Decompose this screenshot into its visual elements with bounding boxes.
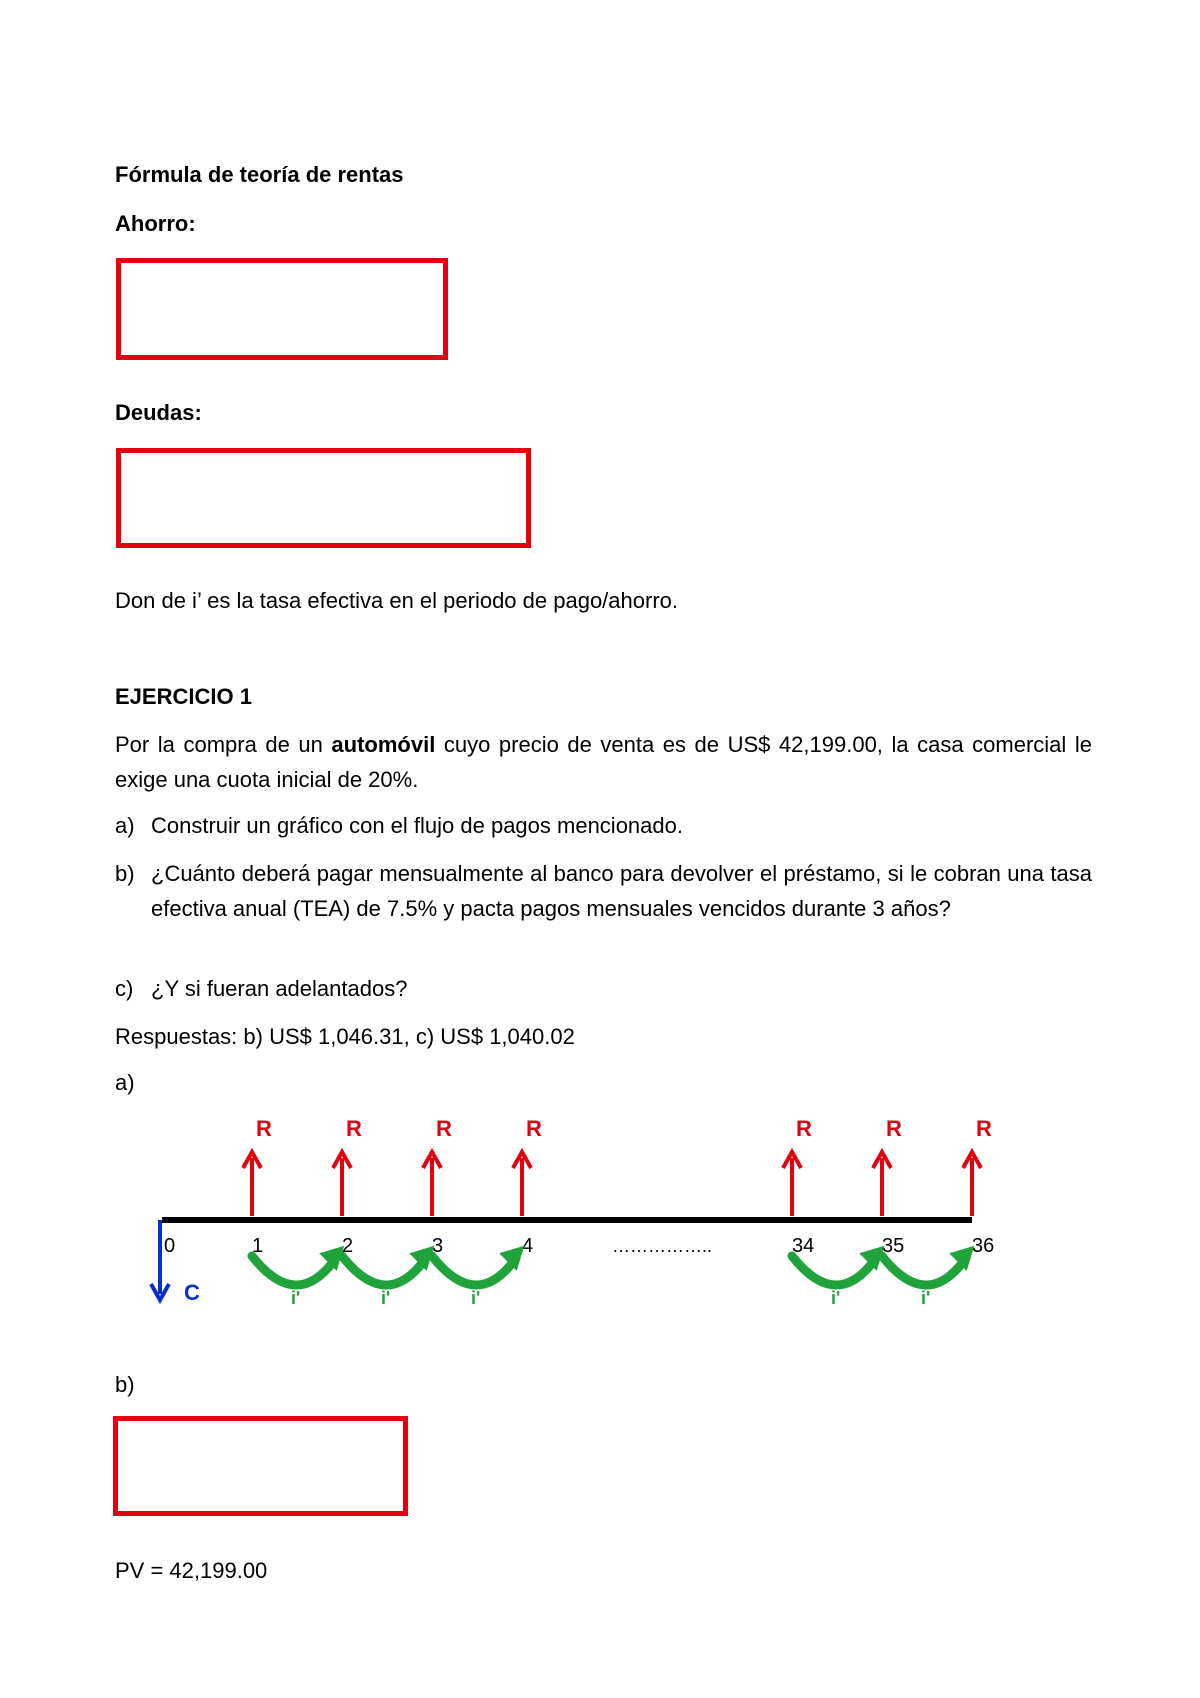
rate-label: i' [471,1288,481,1308]
pv-line: PV = 42,199.00 [115,1558,268,1583]
list-item [115,856,1092,926]
deudas-label: Deudas: [115,400,202,425]
ahorro-label: Ahorro: [115,211,196,236]
part-b-label: b) [115,1372,135,1397]
rate-curve [342,1256,426,1285]
item-marker: a) [115,813,135,838]
item-text: ¿Cuánto deberá pagar mensualmente al banco para devolver el préstamo, si le cobran una tasa efectiva anual (TEA) de 7.5% y pacta pagos mensuales vencidos durante 3 años? [151,861,1092,921]
item-text: Construir un gráfico con el flujo de pagos mencionado. [151,813,683,838]
tick-label: 0 [164,1235,176,1257]
rate-label: i' [921,1288,931,1308]
ahorro-formula-box [116,258,448,360]
item-marker: b) [115,861,135,886]
tick-label: 34 [792,1235,815,1257]
rate-label: i' [381,1288,391,1308]
exercise-statement: Por la compra de un automóvil cuyo precio de venta es de US$ 42,199.00, la casa comercial le exige una cuota inicial de 20%. [115,732,1092,792]
answers-line: Respuestas: b) US$ 1,046.31, c) US$ 1,040.02 [115,1024,575,1049]
part-a-label: a) [115,1070,135,1095]
tick-label: 3 [432,1235,444,1257]
rate-label: i' [291,1288,301,1308]
payment-label: R [886,1116,902,1141]
rate-note: Don de i’ es la tasa efectiva en el periodo de pago/ahorro. [115,588,678,613]
debt-label: C [184,1280,200,1305]
rate-curve [432,1256,516,1285]
formula-title: Fórmula de teoría de rentas [115,162,404,187]
tick-label: 1 [252,1235,264,1257]
payment-label: R [346,1116,362,1141]
cash-flow-diagram [112,1108,1032,1338]
rate-curve [792,1256,876,1285]
tick-label: 36 [972,1235,995,1257]
list-item [115,971,1092,1006]
payment-label: R [976,1116,992,1141]
tick-label: 35 [882,1235,905,1257]
part-b-formula-box [113,1416,408,1516]
tick-label: 2 [342,1235,354,1257]
payment-label: R [796,1116,812,1141]
payment-label: R [256,1116,272,1141]
ellipsis-label: …………….. [612,1236,713,1256]
item-marker: c) [115,976,134,1001]
list-item [115,808,1092,843]
rate-curve [252,1256,336,1285]
exercise-title: EJERCICIO 1 [115,684,252,709]
rate-curve [882,1256,966,1285]
tick-label: 4 [522,1235,534,1257]
item-text: ¿Y si fueran adelantados? [151,976,408,1001]
payment-label: R [526,1116,542,1141]
payment-label: R [436,1116,452,1141]
rate-label: i' [831,1288,841,1308]
deudas-formula-box [116,448,531,548]
